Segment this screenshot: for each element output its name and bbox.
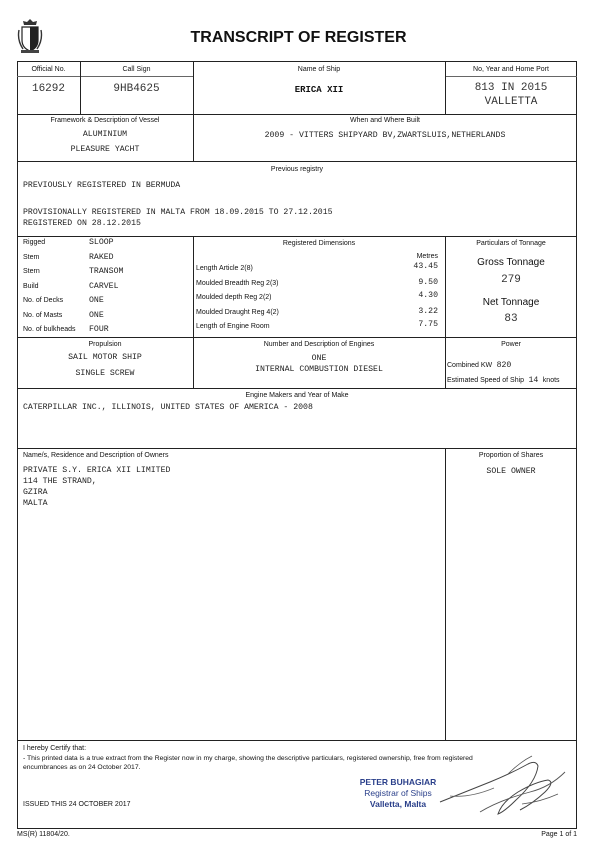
dimension-value: 4.30	[418, 291, 438, 300]
rig-label: Rigged	[23, 239, 46, 246]
estimated-speed	[447, 369, 560, 387]
rig-label: No. of Decks	[23, 297, 64, 304]
propulsion-label: Propulsion	[88, 341, 122, 348]
dimension-value: 3.22	[418, 307, 438, 316]
power-label: Power	[501, 341, 521, 348]
engine-makers-value: CATERPILLAR INC., ILLINOIS, UNITED STATES OF AMERICA - 2008	[23, 403, 313, 412]
shares-value: SOLE OWNER	[486, 467, 536, 476]
stamp-place: Valletta, Malta	[369, 799, 427, 809]
speed-unit: knots	[542, 377, 560, 384]
net-tonnage-value: 83	[504, 313, 518, 325]
previous-registry-line1: PREVIOUSLY REGISTERED IN BERMUDA	[23, 181, 181, 190]
rig-value: ONE	[89, 311, 104, 320]
net-tonnage-label: Net Tonnage	[482, 297, 540, 308]
gross-tonnage-value: 279	[501, 274, 521, 286]
dimension-label: Length of Engine Room	[196, 323, 270, 330]
gross-tonnage-label: Gross Tonnage	[477, 257, 545, 268]
dimension-label: Moulded Draught Reg 4(2)	[196, 309, 279, 316]
previous-registry-label: Previous registry	[270, 166, 324, 173]
rig-value: FOUR	[89, 325, 109, 334]
rig-value: CARVEL	[89, 282, 119, 291]
dimension-label: Length Article 2(8)	[196, 265, 253, 272]
tonnage-label: Particulars of Tonnage	[476, 240, 546, 247]
dimension-value: 43.45	[413, 262, 438, 271]
framework-line1: ALUMINIUM	[82, 130, 128, 139]
engine-makers-label: Engine Makers and Year of Make	[245, 392, 349, 399]
rig-label: Stem	[23, 254, 40, 261]
engines-line2: INTERNAL COMBUSTION DIESEL	[255, 365, 383, 374]
framework-label: Framework & Description of Vessel	[50, 117, 160, 124]
page-number: Page 1 of 1	[541, 831, 577, 838]
owner-line: MALTA	[23, 499, 48, 508]
form-reference: MS(R) 11804/20.	[17, 831, 70, 838]
propulsion-line1: SAIL MOTOR SHIP	[68, 353, 142, 362]
certify-heading: I hereby Certify that:	[23, 745, 87, 752]
rig-label: Build	[23, 283, 39, 290]
register-frame	[17, 61, 577, 829]
stamp-name: PETER BUHAGIAR	[359, 777, 437, 787]
rig-label: No. of bulkheads	[23, 326, 76, 333]
certify-text-line1: - This printed data is a true extract from the Register now in my charge, showing the descriptive particulars, registered ownership, free from registered	[23, 755, 473, 762]
previous-registry-line3: REGISTERED ON 28.12.2015	[23, 219, 141, 228]
registrar-signature	[420, 752, 570, 824]
owner-line: GZIRA	[23, 488, 48, 497]
framework-line2: PLEASURE YACHT	[70, 145, 140, 154]
speed-label: Estimated Speed of Ship	[447, 377, 525, 384]
rig-value: RAKED	[89, 253, 114, 262]
engines-label: Number and Description of Engines	[263, 341, 375, 348]
metres-label: Metres	[416, 253, 438, 260]
dimensions-label: Registered Dimensions	[282, 240, 356, 247]
rig-value: TRANSOM	[89, 267, 124, 276]
call-sign-label: Call Sign	[122, 66, 151, 73]
dimension-value: 7.75	[418, 320, 438, 329]
dimension-label: Moulded Breadth Reg 2(3)	[196, 280, 279, 287]
official-no-value: 16292	[31, 83, 65, 95]
built-value: 2009 - VITTERS SHIPYARD BV,ZWARTSLUIS,NETHERLANDS	[264, 131, 506, 140]
speed-value: 14	[528, 376, 539, 385]
stamp-title: Registrar of Ships	[364, 788, 432, 798]
home-port-label: No, Year and Home Port	[473, 66, 549, 73]
page-title: TRANSCRIPT OF REGISTER	[190, 29, 407, 46]
rig-value: ONE	[89, 296, 104, 305]
call-sign-value: 9HB4625	[113, 83, 160, 95]
shares-label: Proportion of Shares	[478, 452, 544, 459]
rig-label: No. of Masts	[23, 312, 63, 319]
propulsion-line2: SINGLE SCREW	[75, 369, 135, 378]
ship-name-value: ERICA XII	[294, 85, 344, 95]
certify-text-line2: encumbrances as on 24 October 2017.	[23, 764, 141, 771]
rig-label: Stern	[23, 268, 40, 275]
dimension-label: Moulded depth Reg 2(2)	[196, 294, 272, 301]
owners-label: Name/s, Residence and Description of Owners	[23, 452, 169, 459]
home-port-line1: 813 IN 2015	[474, 82, 548, 94]
built-label: When and Where Built	[349, 117, 421, 124]
combined-kw-value: 820	[496, 361, 512, 370]
dimension-value: 9.50	[418, 278, 438, 287]
owner-line: PRIVATE S.Y. ERICA XII LIMITED	[23, 466, 171, 475]
issued-date: ISSUED THIS 24 OCTOBER 2017	[23, 801, 131, 808]
official-no-label: Official No.	[31, 66, 66, 73]
home-port-line2: VALLETTA	[484, 96, 538, 108]
ship-name-label: Name of Ship	[297, 66, 341, 73]
rig-value: SLOOP	[89, 238, 114, 247]
engines-line1: ONE	[311, 354, 327, 363]
owner-line: 114 THE STRAND,	[23, 477, 97, 486]
previous-registry-line2: PROVISIONALLY REGISTERED IN MALTA FROM 18.09.2015 TO 27.12.2015	[23, 208, 333, 217]
combined-kw-label: Combined KW	[447, 362, 493, 369]
